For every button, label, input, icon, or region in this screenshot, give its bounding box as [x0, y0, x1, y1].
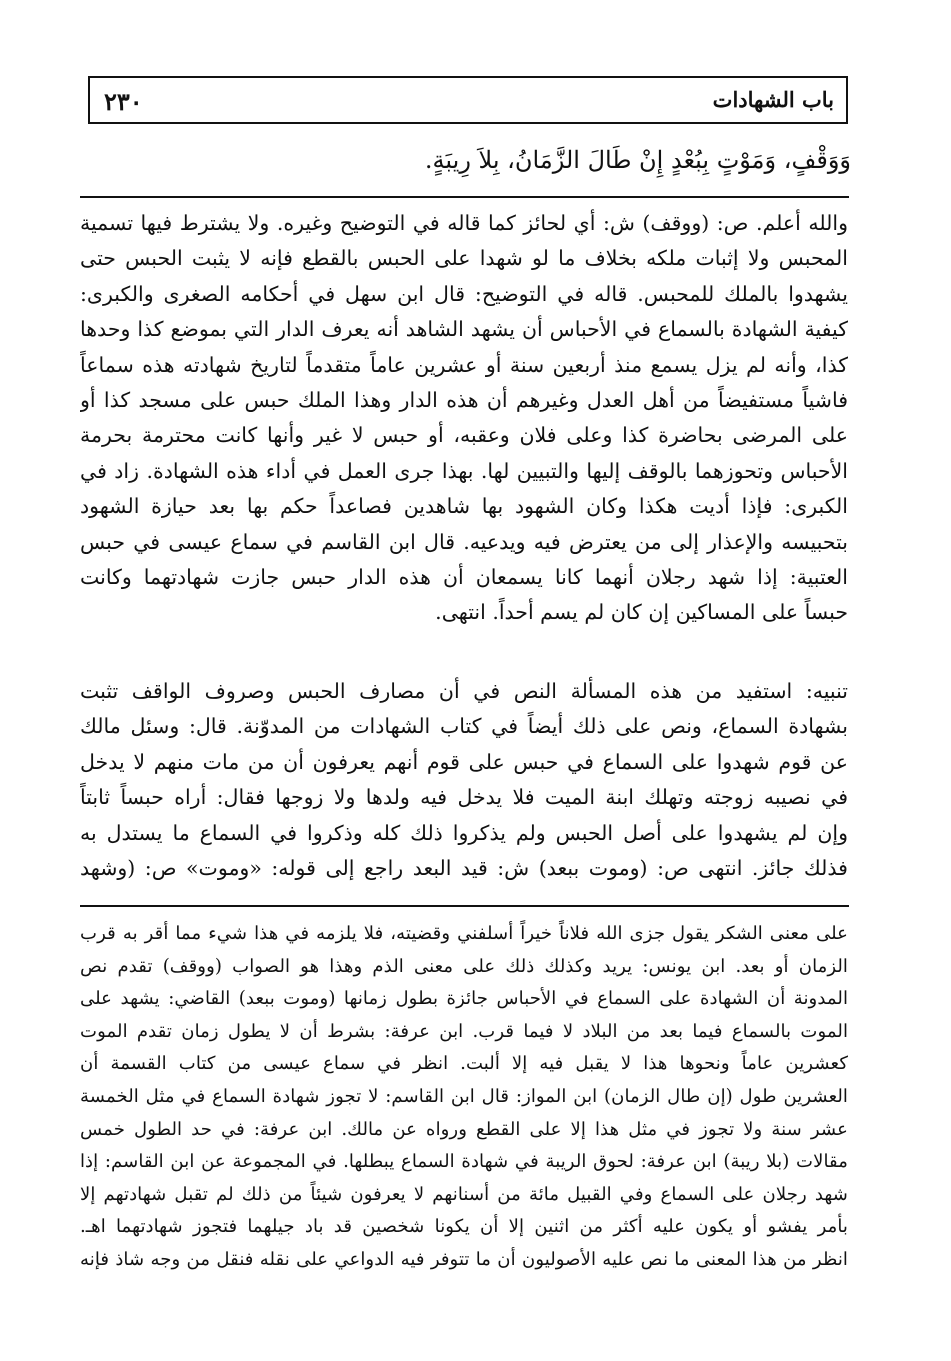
- commentary-line: وإن لم يشهدوا على أصل الحبس ولم يذكروا ذلك كله وذكروا في السماع ما يستدل به: [80, 820, 848, 845]
- footnote-line: بأمر يفشو أو يكون عليه أكثر من اثنين إلا أن يكونا شخصين قد باد جيلهما فتجوز شهادتهما اهـ.: [80, 1216, 848, 1238]
- commentary-line: فاشياً مستفيضاً من أهل العدل وغيرهم أن هذه الدار وهذا الملك حبس على مسجد كذا أو: [80, 387, 848, 412]
- commentary-line: حبساً على المساكين إن كان لم يسم أحداً. انتهى.: [435, 600, 848, 625]
- footnote-line: كعشرين عاماً ونحوها هذا لا يقبل فيه إلا ألبت. انظر في سماع عيسى من كتاب القسمة أن: [80, 1053, 848, 1075]
- commentary-line: على المرضى بحاضرة كذا وعلى فلان وعقبه، أو حبس لا غير وأنها كانت محترمة بحرمة: [80, 423, 848, 448]
- footnote-line: المدونة أن الشهادة على السماع في الأحباس جائزة بطول زمانها (وموت ببعد) القاضي: يشهد على: [80, 988, 848, 1010]
- commentary-line: فذلك جائز. انتهى ص: (وموت ببعد) ش: قيد البعد راجع إلى قوله: «وموت» ص: (وشهد: [80, 855, 848, 880]
- commentary-paragraph-2: [80, 674, 848, 886]
- footnote-line: العشرين طول (إن طال الزمان) ابن المواز: قال ابن القاسم: لا تجوز شهادة السماع في مثل الخمسة: [80, 1085, 848, 1107]
- footnote-line: مقالات (بلا ريبة) ابن عرفة: لحوق الريبة في شهادة السماع يبطلها. في المجموعة عن ابن القاسم: إذا: [80, 1151, 848, 1173]
- page-header: [88, 76, 848, 124]
- commentary-line: والله أعلم. ص: (ووقف) ش: أي لحائز كما قاله في التوضيح وغيره. ولا يشترط فيها تسمية: [80, 211, 848, 235]
- footnote-line: الموت بالسماع فيما بعد من البلاد لا فيما قرب. ابن عرفة: بشرط أن لا يطول زمان تقدم الموت: [80, 1020, 848, 1042]
- commentary-line: العتبية: إذا شهد رجلان أنهما كانا يسمعان أن هذه الدار حبس جازت شهادتهما وكانت: [80, 564, 848, 589]
- commentary-line: كذا، وأنه لم يزل يسمع منذ أربعين سنة أو عشرين عاماً متقدماً لتاريخ شهادته هذه سماعاً: [80, 352, 848, 377]
- footnote-line: الزمان أو بعد. ابن يونس: يريد وكذلك ذلك على معنى الذم وهذا هو الصواب (ووقف) تقدم نص: [80, 955, 848, 977]
- commentary-line: تنبيه: استفيد من هذه المسألة النص في أن مصارف الحبس وصروف الواقف تثبت: [80, 679, 848, 703]
- chapter-title: باب الشهادات: [712, 87, 834, 112]
- matn-divider: [80, 196, 849, 198]
- commentary-paragraph-1: [80, 206, 848, 631]
- commentary-line: في نصيبه زوجته وتهلك ابنة الميت فلا يدخل فيه ولدها ولا زوجها فقال: أراه حبساً ثابتاً: [80, 785, 848, 810]
- footnote-line: عشر سنة ولا تجوز في مثل هذا إلا على القطع ورواه عن مالك. ابن عرفة: في حد الطول خمس: [80, 1118, 848, 1140]
- commentary-line: يشهدوا بالملك للمحبس. قاله في التوضيح: قال ابن سهل في أحكامه الصغرى والكبرى:: [80, 281, 848, 306]
- page-number: ٢٣٠: [104, 87, 143, 116]
- footnote-line: على معنى الشكر يقول جزى الله فلاناً خيراً أسلفني وقضيته، فلا يلزمه في هذا شيء مما أقر به قرب: [80, 923, 848, 944]
- matn-text: وَوَقْفٍ، وَمَوْتٍ بِبُعْدٍ إِنْ طَالَ الزَّمَانُ، بِلاَ رِيبَةٍ.: [424, 146, 851, 174]
- footnotes-block: [80, 918, 848, 1277]
- commentary-line: بتحبيسه والإعذار إلى من يعترض فيه ويدعيه. قال ابن القاسم في سماع عيسى في حبس: [80, 529, 848, 554]
- footnote-divider: [80, 905, 849, 907]
- commentary-line: عن قوم شهدوا على السماع في حبس على قوم أنهم يعرفون أن من مات منهم لا يدخل: [80, 749, 848, 774]
- commentary-line: المحبس ولا إثبات ملكه بخلاف ما لو شهدا على الحبس بالقطع فإنه لا يثبت الحبس حتى: [80, 246, 848, 271]
- commentary-line: بشهادة السماع، ونص على ذلك أيضاً في كتاب الشهادات من المدوّنة. قال: وسئل مالك: [80, 714, 848, 739]
- commentary-line: كيفية الشهادة بالسماع في الأحباس أن يشهد الشاهد أنه يعرف الدار التي بموضع كذا وحدها: [80, 317, 848, 342]
- footnote-line: انظر من هذا المعنى ما نص عليه الأصوليون أن ما تتوفر فيه الدواعي على نقله فنقل من وجه شاذ فإنه: [80, 1248, 848, 1270]
- commentary-line: الكبرى: فإذا أديت هكذا وكان الشهود بها شاهدين فصاعداً حكم بها بعد حيازة الشهود: [80, 494, 848, 519]
- footnote-line: شهد رجلان على السماع وفي القبيل مائة من أسنانهم لا يعرفون شيئاً من ذلك لم تقبل شهادتهم إلا: [80, 1183, 848, 1205]
- commentary-line: الأحباس وتحوزهما بالوقف إليها والتبيين لها. بهذا جرى العمل في أداء هذه الشهادة. زاد في: [80, 458, 848, 483]
